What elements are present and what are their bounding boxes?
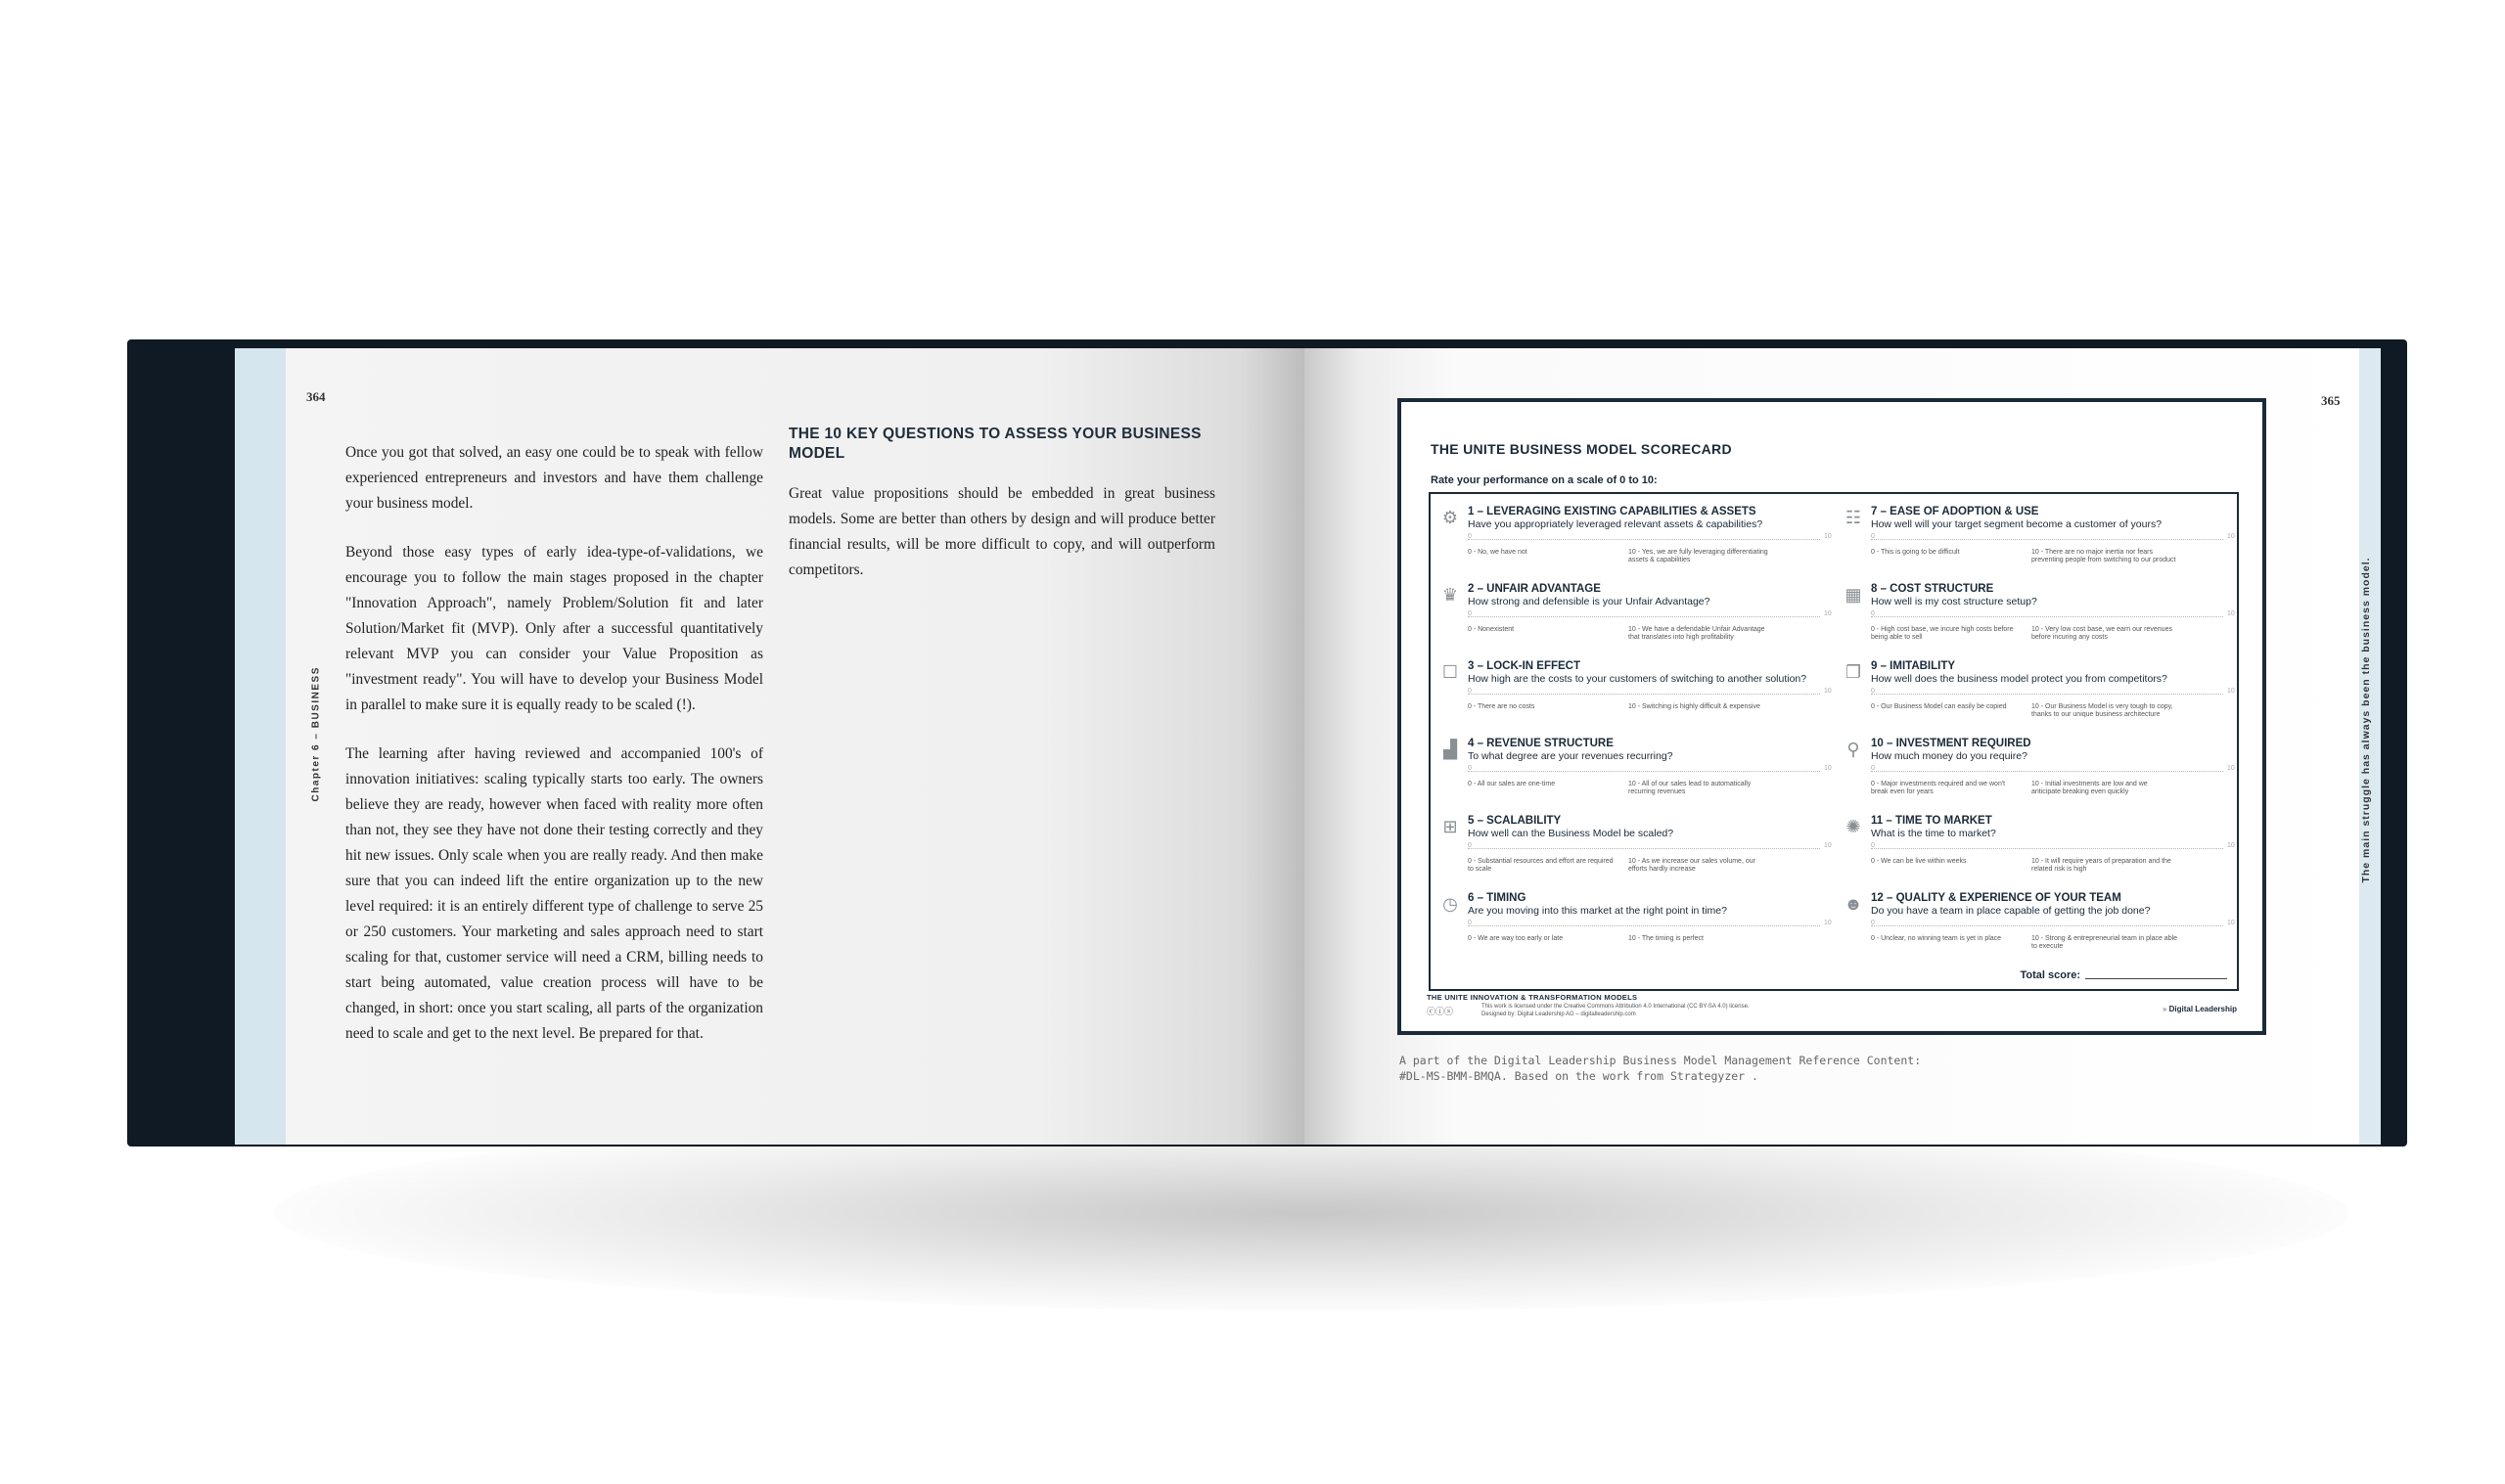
scorecard-item: [1840, 577, 2241, 655]
high-anchor: 10 - All of our sales lead to automatically recurring revenues: [1628, 781, 1752, 795]
scale-min: 0: [1468, 842, 1472, 849]
scorecard-item: [1436, 886, 1838, 965]
scale-max: 10: [1824, 533, 1832, 540]
caption-line: #DL-MS-BMM-BMQA. Based on the work from Strategyzer .: [1399, 1069, 1758, 1083]
scale-max: 10: [2227, 920, 2235, 926]
criterion-heading: 4 – REVENUE STRUCTURE: [1468, 738, 1614, 749]
scale-min: 0: [1468, 765, 1472, 772]
brand-logo: [2163, 1005, 2237, 1013]
scale-max: 10: [2227, 688, 2235, 695]
criterion-question: What is the time to market?: [1871, 828, 1996, 839]
criterion-question: How strong and defensible is your Unfair Advantage?: [1468, 596, 1710, 607]
chapter-label: Chapter 6 – BUSINESS: [310, 666, 322, 802]
time-to-market-icon: ✺: [1845, 817, 1861, 836]
low-anchor: 0 - All our sales are one-time: [1468, 781, 1556, 787]
scorecard-item: [1436, 809, 1838, 887]
rating-scale[interactable]: [1871, 694, 2223, 695]
brand-name: Digital Leadership: [2168, 1005, 2237, 1013]
scale-min: 0: [1871, 610, 1875, 617]
scale-min: 0: [1871, 920, 1875, 926]
scorecard: [1397, 398, 2266, 1035]
scale-min: 0: [1871, 765, 1875, 772]
high-anchor: 10 - The timing is perfect: [1628, 935, 1704, 942]
scorecard-item: [1436, 654, 1838, 733]
criterion-question: Do you have a team in place capable of getting the job done?: [1871, 905, 2151, 917]
high-anchor: 10 - It will require years of preparation and the related risk is high: [2031, 858, 2171, 873]
figure-caption: [1399, 1053, 1921, 1084]
timing-icon: ◷: [1442, 894, 1458, 914]
scorecard-footer-title: THE UNITE INNOVATION & TRANSFORMATION MODELS: [1427, 993, 1638, 1002]
low-anchor: 0 - No, we have not: [1468, 549, 1527, 556]
low-anchor: 0 - This is going to be difficult: [1871, 549, 1960, 556]
criterion-question: How well is my cost structure setup?: [1871, 596, 2037, 607]
scorecard-grid: [1429, 492, 2239, 991]
lock-icon: ☐: [1441, 662, 1459, 682]
criterion-heading: 7 – EASE OF ADOPTION & USE: [1871, 506, 2039, 517]
scale-min: 0: [1871, 842, 1875, 849]
scorecard-item: [1840, 500, 2241, 578]
page-number-left: 364: [306, 389, 326, 404]
imitability-icon: ❐: [1845, 662, 1862, 682]
page-number-right: 365: [2321, 393, 2341, 408]
section-title: THE 10 KEY QUESTIONS TO ASSESS YOUR BUSINESS MODEL: [789, 426, 1202, 462]
total-score-label: Total score:: [2020, 969, 2080, 981]
criterion-heading: 12 – QUALITY & EXPERIENCE OF YOUR TEAM: [1871, 892, 2121, 904]
scorecard-item: [1436, 732, 1838, 810]
high-anchor: 10 - Strong & entrepreneurial team in place able to execute: [2031, 935, 2178, 950]
brand-mark-icon: »: [2162, 1005, 2167, 1013]
advantage-icon: ♛: [1441, 585, 1459, 605]
scorecard-item: [1840, 732, 2241, 810]
scale-min: 0: [1871, 533, 1875, 540]
rating-scale[interactable]: [1871, 539, 2223, 540]
scale-max: 10: [1824, 765, 1832, 772]
criterion-question: Have you appropriately leveraged relevant assets & capabilities?: [1468, 518, 1763, 530]
criterion-heading: 3 – LOCK-IN EFFECT: [1468, 660, 1581, 672]
criterion-question: To what degree are your revenues recurring?: [1468, 750, 1673, 762]
scale-min: 0: [1468, 610, 1472, 617]
rating-scale[interactable]: [1468, 925, 1820, 926]
assets-icon: ⚙: [1441, 508, 1459, 527]
scorecard-item: [1840, 809, 2241, 887]
low-anchor: 0 - High cost base, we incure high costs before being able to sell: [1871, 626, 2014, 641]
low-anchor: 0 - Major investments required and we won't break even for years: [1871, 781, 2006, 795]
high-anchor: 10 - Initial investments are low and we anticipate breaking even quickly: [2031, 781, 2148, 795]
criterion-heading: 8 – COST STRUCTURE: [1871, 583, 1994, 595]
rating-scale[interactable]: [1871, 925, 2223, 926]
criterion-heading: 11 – TIME TO MARKET: [1871, 815, 1992, 827]
scale-min: 0: [1468, 688, 1472, 695]
key-questions-section: [789, 425, 1215, 583]
scale-max: 10: [1824, 610, 1832, 617]
scale-min: 0: [1468, 920, 1472, 926]
scale-min: 0: [1871, 688, 1875, 695]
rating-scale[interactable]: [1871, 771, 2223, 772]
scale-max: 10: [1824, 920, 1832, 926]
scorecard-item: [1436, 500, 1838, 578]
criterion-heading: 1 – LEVERAGING EXISTING CAPABILITIES & ASSETS: [1468, 506, 1756, 517]
scorecard-item: [1436, 577, 1838, 655]
high-anchor: 10 - We have a defendable Unfair Advantage that translates into high profitability: [1628, 626, 1765, 641]
scorecard-subtitle: Rate your performance on a scale of 0 to 10:: [1431, 474, 1658, 486]
low-anchor: 0 - Our Business Model can easily be copied: [1871, 703, 2007, 710]
creative-commons-icon: ⓒⓘⓢ: [1427, 1007, 1454, 1016]
left-page-edge: [235, 348, 286, 1145]
criterion-question: How well can the Business Model be scaled?: [1468, 828, 1674, 839]
rating-scale[interactable]: [1468, 694, 1820, 695]
scale-max: 10: [2227, 765, 2235, 772]
rating-scale[interactable]: [1468, 616, 1820, 617]
scale-max: 10: [2227, 533, 2235, 540]
high-anchor: 10 - There are no major inertia nor fears preventing people from switching to our product: [2031, 549, 2176, 563]
team-icon: ☻: [1844, 894, 1863, 914]
scale-max: 10: [2227, 842, 2235, 849]
high-anchor: 10 - Yes, we are fully leveraging differentiating assets & capabilities: [1628, 549, 1768, 563]
criterion-question: Are you moving into this market at the right point in time?: [1468, 905, 1727, 917]
rating-scale[interactable]: [1468, 771, 1820, 772]
total-score-line: [2085, 978, 2227, 979]
body-text: [345, 440, 763, 1070]
low-anchor: 0 - Nonexistent: [1468, 626, 1515, 633]
low-anchor: 0 - Substantial resources and effort are required to scale: [1468, 858, 1614, 873]
criterion-heading: 5 – SCALABILITY: [1468, 815, 1562, 827]
scorecard-item: [1840, 654, 2241, 733]
criterion-heading: 2 – UNFAIR ADVANTAGE: [1468, 583, 1601, 595]
criterion-heading: 9 – IMITABILITY: [1871, 660, 1956, 672]
section-text: Great value propositions should be embedded in great business models. Some are better than others by design and will produce better financial results, will be more difficult to copy, and will outperform competitors.: [789, 485, 1215, 578]
criterion-question: How well will your target segment become a customer of yours?: [1871, 518, 2163, 530]
low-anchor: 0 - We are way too early or late: [1468, 935, 1564, 942]
scorecard-item: [1840, 886, 2241, 965]
cost-icon: ▦: [1845, 585, 1862, 605]
rating-scale[interactable]: [1871, 848, 2223, 849]
caption-line: A part of the Digital Leadership Business Model Management Reference Content:: [1399, 1054, 1922, 1067]
scale-max: 10: [2227, 610, 2235, 617]
revenue-icon: ▟: [1443, 740, 1457, 759]
adoption-icon: ☷: [1845, 508, 1862, 527]
high-anchor: 10 - Our Business Model is very tough to copy, thanks to our unique business architecture: [2031, 703, 2173, 718]
high-anchor: 10 - Very low cost base, we earn our revenues before incuring any costs: [2031, 626, 2172, 641]
criterion-question: How much money do you require?: [1871, 750, 2027, 762]
rating-scale[interactable]: [1468, 848, 1820, 849]
low-anchor: 0 - There are no costs: [1468, 703, 1535, 710]
rating-scale[interactable]: [1468, 539, 1820, 540]
low-anchor: 0 - We can be live within weeks: [1871, 858, 1967, 865]
paragraph: The learning after having reviewed and accompanied 100's of innovation initiatives: scaling typically starts too early. The owners believe they are ready, however when faced with reality more often than not, they see they have not done their testing correctly and they hit new issues. Only scale when you are really ready. And then make sure that you can indeed lift the entire organization up to the new level required: it is an entirely different type of challenge to serve 25 or 250 customers. Your marketing and sales approach need to start scaling for that, customer service will need a CRM, billing needs to start being automated, value creation process will have to be changed, in short: once you start scaling, all parts of the organization need to scale and get to the next level. Be prepared for that.: [345, 745, 763, 1042]
low-anchor: 0 - Unclear, no winning team is yet in place: [1871, 935, 2002, 942]
criterion-heading: 10 – INVESTMENT REQUIRED: [1871, 738, 2031, 749]
scale-min: 0: [1468, 533, 1472, 540]
investment-icon: ⚲: [1846, 740, 1860, 759]
high-anchor: 10 - As we increase our sales volume, our efforts hardly increase: [1628, 858, 1755, 873]
scorecard-title: THE UNITE BUSINESS MODEL SCORECARD: [1431, 441, 1732, 457]
scalability-icon: ⊞: [1442, 817, 1458, 836]
license-text: This work is licensed under the Creative Commons Attribution 4.0 International (CC BY-SA 4.0) license. Designed by: Digital Leadership AG – digitalleadership.com: [1481, 1004, 1750, 1017]
scale-max: 10: [1824, 842, 1832, 849]
scale-max: 10: [1824, 688, 1832, 695]
paragraph: Beyond those easy types of early idea-type-of-validations, we encourage you to follow the main stages proposed in the chapter "Innovation Approach", namely Problem/Solution fit and later Solution/Market fit (MVP). Only after a successful quantitatively relevant MVP you can consider your Value Proposition as "investment ready". You will have to develop your Business Model in parallel to make sure it is equally ready to be scaled (!).: [345, 544, 763, 713]
criterion-heading: 6 – TIMING: [1468, 892, 1526, 904]
paragraph: Once you got that solved, an easy one could be to speak with fellow experienced entrepreneurs and investors and have them challenge your business model.: [345, 444, 763, 512]
side-quote: The main struggle has always been the business model.: [2360, 557, 2372, 883]
criterion-question: How well does the business model protect you from competitors?: [1871, 673, 2167, 685]
high-anchor: 10 - Switching is highly difficult & expensive: [1628, 703, 1760, 710]
criterion-question: How high are the costs to your customers of switching to another solution?: [1468, 673, 1807, 685]
rating-scale[interactable]: [1871, 616, 2223, 617]
